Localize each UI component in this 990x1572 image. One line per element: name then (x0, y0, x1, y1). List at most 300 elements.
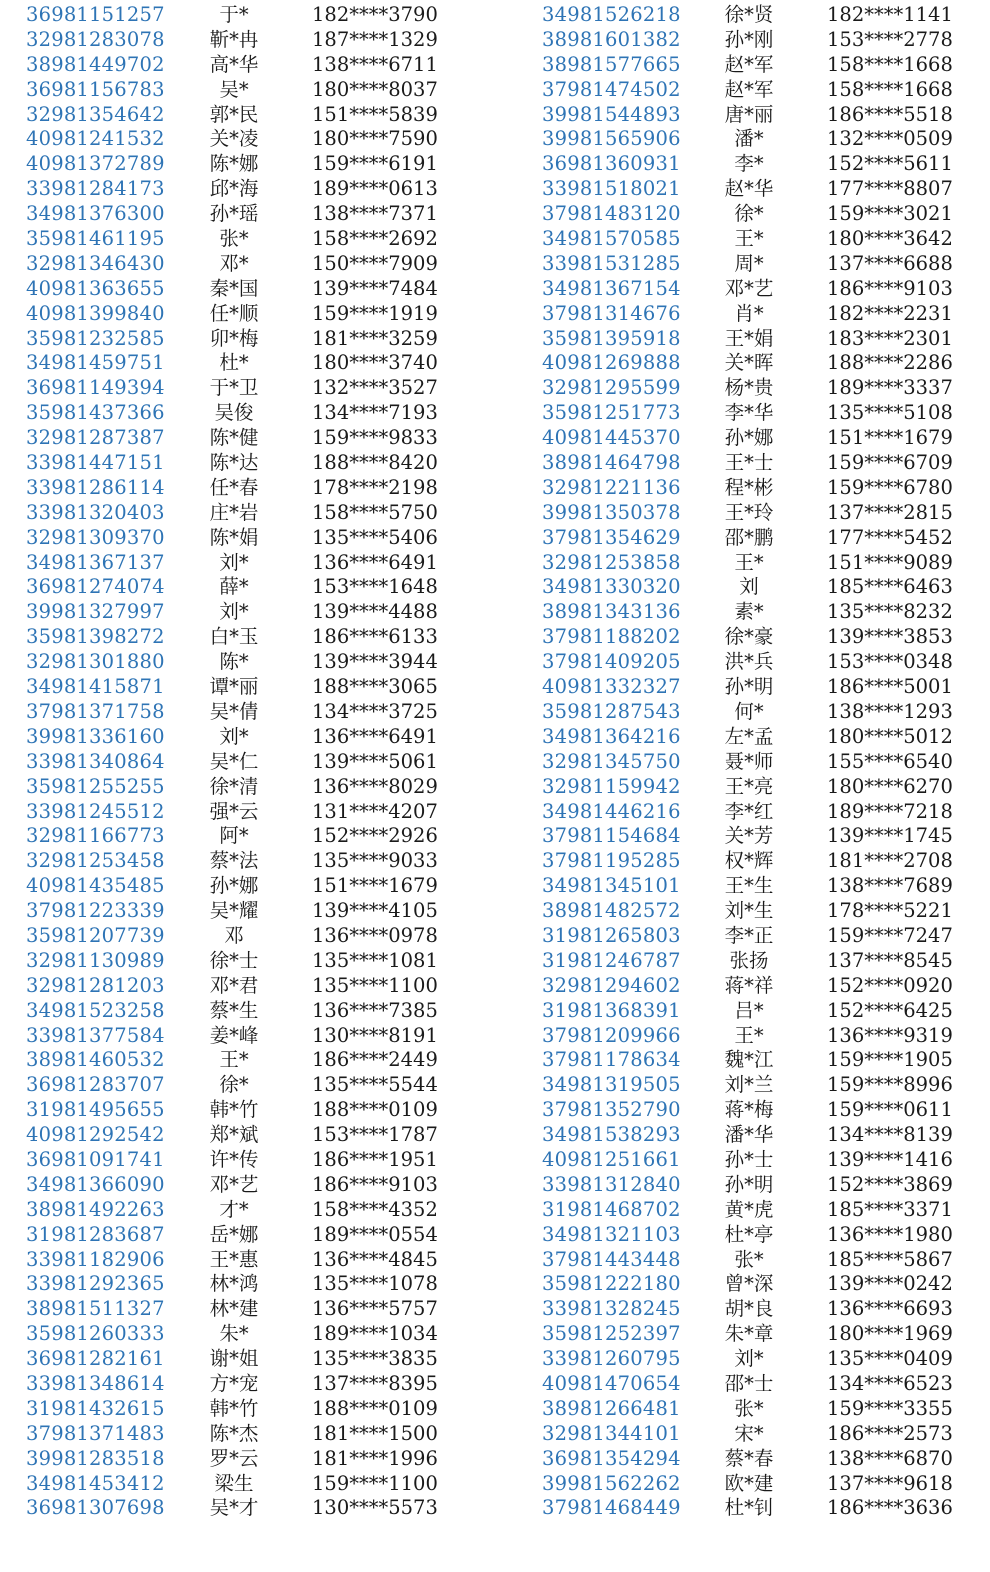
masked-phone: 139****1416 (827, 1147, 953, 1171)
masked-phone: 186****9103 (827, 276, 953, 300)
record-id: 40981372789 (26, 152, 165, 176)
record-id: 40981292542 (26, 1123, 165, 1147)
masked-phone: 159****3021 (827, 202, 953, 226)
record-id: 39981336160 (26, 724, 165, 748)
list-item (516, 327, 990, 352)
masked-phone: 136****9319 (827, 1023, 953, 1047)
masked-phone: 158****1668 (827, 52, 953, 76)
masked-phone: 159****8996 (827, 1073, 953, 1097)
masked-phone: 134****8139 (827, 1123, 953, 1147)
masked-name: 潘* (734, 127, 764, 151)
masked-phone: 183****2301 (827, 326, 953, 350)
record-id: 34981453412 (26, 1471, 165, 1495)
masked-phone: 181****2708 (827, 849, 953, 873)
list-item (0, 1397, 495, 1422)
list-item (516, 302, 990, 327)
masked-phone: 186****5001 (827, 675, 953, 699)
masked-phone: 185****5867 (827, 1247, 953, 1271)
masked-name: 杜* (219, 351, 249, 375)
masked-name: 蔡*法 (209, 849, 259, 873)
masked-name: 徐*清 (209, 774, 259, 798)
masked-name: 王*惠 (209, 1247, 259, 1271)
list-item (516, 351, 990, 376)
list-item (516, 476, 990, 501)
record-id: 32981287387 (26, 426, 165, 450)
masked-phone: 136****8029 (312, 774, 438, 798)
list-item (516, 1223, 990, 1248)
record-id: 34981446216 (542, 799, 681, 823)
record-id: 38981601382 (542, 27, 681, 51)
record-id: 40981445370 (542, 426, 681, 450)
list-item (0, 526, 495, 551)
masked-phone: 180****3740 (312, 351, 438, 375)
record-id: 32981301880 (26, 650, 165, 674)
list-item (0, 949, 495, 974)
list-item (0, 28, 495, 53)
masked-name: 宋* (734, 1421, 764, 1445)
masked-phone: 159****9833 (312, 426, 438, 450)
masked-name: 孙*士 (724, 1147, 774, 1171)
record-id: 31981283687 (26, 1222, 165, 1246)
masked-name: 欧*建 (724, 1471, 774, 1495)
masked-phone: 132****3527 (312, 376, 438, 400)
masked-phone: 152****6425 (827, 998, 953, 1022)
masked-name: 邓*艺 (724, 276, 774, 300)
record-id: 32981309370 (26, 525, 165, 549)
record-id: 37981354629 (542, 525, 681, 549)
record-id: 33981245512 (26, 799, 165, 823)
list-item (516, 1347, 990, 1372)
list-item (516, 501, 990, 526)
masked-phone: 151****5839 (312, 102, 438, 126)
record-id: 33981518021 (542, 177, 681, 201)
masked-phone: 135****0409 (827, 1347, 953, 1371)
record-id: 37981483120 (542, 202, 681, 226)
masked-name: 郭*民 (209, 102, 259, 126)
masked-phone: 186****6133 (312, 625, 438, 649)
masked-phone: 180****1969 (827, 1322, 953, 1346)
list-item (0, 277, 495, 302)
masked-phone: 188****0109 (312, 1098, 438, 1122)
masked-name: 关*凌 (209, 127, 259, 151)
masked-phone: 159****3355 (827, 1396, 953, 1420)
record-id: 34981570585 (542, 227, 681, 251)
masked-name: 曾*深 (724, 1272, 774, 1296)
record-id: 32981253858 (542, 550, 681, 574)
masked-phone: 139****1745 (827, 824, 953, 848)
masked-phone: 137****8545 (827, 948, 953, 972)
record-id: 38981577665 (542, 52, 681, 76)
record-id: 38981511327 (26, 1297, 165, 1321)
masked-name: 吴*仁 (209, 749, 259, 773)
masked-name: 邓*艺 (209, 1172, 259, 1196)
masked-name: 权*辉 (724, 849, 774, 873)
masked-phone: 186****1951 (312, 1147, 438, 1171)
list-item (516, 1297, 990, 1322)
masked-phone: 181****1500 (312, 1421, 438, 1445)
masked-phone: 136****4845 (312, 1247, 438, 1271)
list-item (0, 775, 495, 800)
record-id: 34981523258 (26, 998, 165, 1022)
masked-name: 孙*瑶 (209, 202, 259, 226)
masked-phone: 153****1787 (312, 1123, 438, 1147)
list-item (0, 1123, 495, 1148)
masked-phone: 135****3835 (312, 1347, 438, 1371)
record-id: 34981538293 (542, 1123, 681, 1147)
list-item (516, 1372, 990, 1397)
masked-name: 李*红 (724, 799, 774, 823)
masked-name: 薛* (219, 575, 249, 599)
masked-phone: 189****0554 (312, 1222, 438, 1246)
masked-name: 韩*竹 (209, 1098, 259, 1122)
list-item (516, 277, 990, 302)
masked-name: 张* (219, 227, 249, 251)
record-id: 39981283518 (26, 1446, 165, 1470)
record-id: 35981287543 (542, 699, 681, 723)
masked-name: 方*宠 (209, 1371, 259, 1395)
masked-phone: 180****3642 (827, 227, 953, 251)
record-id: 31981246787 (542, 948, 681, 972)
list-item (0, 1148, 495, 1173)
list-item (516, 103, 990, 128)
masked-name: 陈*达 (209, 451, 259, 475)
list-item (516, 401, 990, 426)
masked-name: 徐*贤 (724, 3, 774, 26)
masked-name: 何* (734, 699, 764, 723)
list-item (0, 127, 495, 152)
masked-name: 胡*良 (724, 1297, 774, 1321)
masked-phone: 139****5061 (312, 749, 438, 773)
record-id: 36981156783 (26, 77, 165, 101)
list-item (0, 625, 495, 650)
masked-name: 陈*娟 (209, 525, 259, 549)
masked-name: 张* (734, 1396, 764, 1420)
list-item (516, 899, 990, 924)
record-id: 35981395918 (542, 326, 681, 350)
masked-phone: 186****9103 (312, 1172, 438, 1196)
masked-phone: 137****8395 (312, 1371, 438, 1395)
record-id: 34981526218 (542, 3, 681, 26)
record-id: 37981371483 (26, 1421, 165, 1445)
list-item (0, 1098, 495, 1123)
masked-name: 阿* (219, 824, 249, 848)
list-item (516, 1447, 990, 1472)
masked-name: 陈*杰 (209, 1421, 259, 1445)
list-item (0, 1422, 495, 1447)
masked-name: 邓 (224, 923, 244, 947)
record-id: 35981222180 (542, 1272, 681, 1296)
masked-name: 靳*冉 (209, 27, 259, 51)
masked-name: 陈* (219, 650, 249, 674)
masked-name: 孙*明 (724, 675, 774, 699)
masked-name: 王* (734, 550, 764, 574)
list-item (0, 1347, 495, 1372)
masked-phone: 136****6491 (312, 550, 438, 574)
masked-phone: 155****6540 (827, 749, 953, 773)
masked-phone: 136****7385 (312, 998, 438, 1022)
masked-name: 邓* (219, 251, 249, 275)
record-id: 33981340864 (26, 749, 165, 773)
record-id: 32981281203 (26, 973, 165, 997)
masked-phone: 180****8037 (312, 77, 438, 101)
masked-name: 张* (734, 1247, 764, 1271)
masked-name: 赵*军 (724, 77, 774, 101)
list-item (0, 1173, 495, 1198)
list-item (516, 775, 990, 800)
masked-name: 蒋*祥 (724, 973, 774, 997)
masked-phone: 135****5544 (312, 1073, 438, 1097)
list-item (0, 327, 495, 352)
record-id: 35981251773 (542, 401, 681, 425)
record-id: 40981399840 (26, 301, 165, 325)
list-item (0, 675, 495, 700)
masked-name: 邵*士 (724, 1371, 774, 1395)
masked-name: 李*华 (724, 401, 774, 425)
masked-name: 孙*刚 (724, 27, 774, 51)
masked-name: 姜*峰 (209, 1023, 259, 1047)
list-item (516, 1123, 990, 1148)
masked-name: 蔡*生 (209, 998, 259, 1022)
list-item (516, 1496, 990, 1521)
record-id: 35981252397 (542, 1322, 681, 1346)
masked-name: 刘* (219, 724, 249, 748)
list-item (0, 177, 495, 202)
list-item (0, 575, 495, 600)
masked-name: 郑*斌 (209, 1123, 259, 1147)
masked-phone: 134****3725 (312, 699, 438, 723)
masked-phone: 159****1919 (312, 301, 438, 325)
masked-name: 唐*丽 (724, 102, 774, 126)
list-item (0, 600, 495, 625)
masked-name: 刘* (219, 550, 249, 574)
masked-phone: 181****1996 (312, 1446, 438, 1470)
list-item (516, 426, 990, 451)
list-item (0, 3, 495, 28)
record-id: 31981432615 (26, 1396, 165, 1420)
record-id: 34981367137 (26, 550, 165, 574)
masked-phone: 135****8232 (827, 600, 953, 624)
list-item (516, 28, 990, 53)
record-id: 33981377584 (26, 1023, 165, 1047)
masked-name: 李*正 (724, 923, 774, 947)
list-item (516, 1198, 990, 1223)
list-item (516, 1472, 990, 1497)
masked-name: 许*传 (209, 1147, 259, 1171)
record-id: 38981449702 (26, 52, 165, 76)
masked-phone: 188****2286 (827, 351, 953, 375)
list-item (516, 625, 990, 650)
masked-phone: 188****3065 (312, 675, 438, 699)
list-item (0, 53, 495, 78)
masked-name: 吴* (219, 77, 249, 101)
masked-name: 程*彬 (724, 475, 774, 499)
list-item (516, 152, 990, 177)
record-id: 39981565906 (542, 127, 681, 151)
masked-phone: 135****5108 (827, 401, 953, 425)
list-item (516, 227, 990, 252)
record-id: 40981363655 (26, 276, 165, 300)
list-item (516, 1322, 990, 1347)
right-column (516, 3, 990, 1521)
list-item (0, 874, 495, 899)
record-id: 34981345101 (542, 874, 681, 898)
masked-name: 孙*明 (724, 1172, 774, 1196)
list-item (0, 451, 495, 476)
record-id: 37981352790 (542, 1098, 681, 1122)
list-item (0, 899, 495, 924)
masked-phone: 189****3337 (827, 376, 953, 400)
masked-phone: 159****0611 (827, 1098, 953, 1122)
masked-name: 卯*梅 (209, 326, 259, 350)
masked-name: 吴*倩 (209, 699, 259, 723)
list-item (0, 401, 495, 426)
masked-name: 陈*娜 (209, 152, 259, 176)
masked-name: 谢*姐 (209, 1347, 259, 1371)
masked-name: 周* (734, 251, 764, 275)
record-id: 37981188202 (542, 625, 681, 649)
list-item (516, 252, 990, 277)
masked-name: 刘 (739, 575, 759, 599)
list-item (0, 1073, 495, 1098)
record-id: 39981544893 (542, 102, 681, 126)
list-item (516, 849, 990, 874)
record-id: 35981207739 (26, 923, 165, 947)
masked-name: 秦*国 (209, 276, 259, 300)
list-item (0, 1198, 495, 1223)
list-item (516, 1073, 990, 1098)
record-id: 37981409205 (542, 650, 681, 674)
masked-phone: 132****0509 (827, 127, 953, 151)
list-item (0, 700, 495, 725)
masked-phone: 139****0242 (827, 1272, 953, 1296)
record-id: 31981468702 (542, 1197, 681, 1221)
record-id: 34981366090 (26, 1172, 165, 1196)
record-id: 34981459751 (26, 351, 165, 375)
masked-phone: 153****2778 (827, 27, 953, 51)
record-id: 37981223339 (26, 899, 165, 923)
list-item (0, 376, 495, 401)
list-item (516, 451, 990, 476)
record-id: 32981294602 (542, 973, 681, 997)
masked-phone: 152****0920 (827, 973, 953, 997)
masked-phone: 189****1034 (312, 1322, 438, 1346)
list-item (516, 974, 990, 999)
record-id: 36981307698 (26, 1496, 165, 1520)
masked-phone: 186****5518 (827, 102, 953, 126)
masked-name: 徐* (734, 202, 764, 226)
masked-phone: 135****1081 (312, 948, 438, 972)
list-item (516, 526, 990, 551)
record-id: 36981354294 (542, 1446, 681, 1470)
masked-name: 徐*士 (209, 948, 259, 972)
record-id: 39981327997 (26, 600, 165, 624)
list-item (516, 127, 990, 152)
record-id: 36981283707 (26, 1073, 165, 1097)
masked-phone: 158****2692 (312, 227, 438, 251)
list-item (0, 1024, 495, 1049)
record-id: 34981321103 (542, 1222, 681, 1246)
masked-phone: 186****2449 (312, 1048, 438, 1072)
masked-phone: 180****7590 (312, 127, 438, 151)
masked-name: 洪*兵 (724, 650, 774, 674)
record-id: 37981195285 (542, 849, 681, 873)
list-item (0, 974, 495, 999)
masked-phone: 134****7193 (312, 401, 438, 425)
list-item (0, 551, 495, 576)
left-column (0, 3, 495, 1521)
masked-name: 王*娟 (724, 326, 774, 350)
list-item (0, 227, 495, 252)
masked-name: 吴*耀 (209, 899, 259, 923)
masked-name: 黄*虎 (724, 1197, 774, 1221)
masked-name: 王* (219, 1048, 249, 1072)
masked-phone: 186****3636 (827, 1496, 953, 1520)
masked-name: 林*建 (209, 1297, 259, 1321)
record-id: 32981346430 (26, 251, 165, 275)
record-id: 32981354642 (26, 102, 165, 126)
masked-name: 林*鸿 (209, 1272, 259, 1296)
record-id: 35981461195 (26, 227, 165, 251)
masked-name: 邓*君 (209, 973, 259, 997)
masked-phone: 151****1679 (312, 874, 438, 898)
record-id: 33981182906 (26, 1247, 165, 1271)
masked-phone: 159****1100 (312, 1471, 438, 1495)
masked-name: 邵*鹏 (724, 525, 774, 549)
list-item (516, 1098, 990, 1123)
masked-name: 蒋*梅 (724, 1098, 774, 1122)
masked-name: 罗*云 (209, 1446, 259, 1470)
list-item (516, 1397, 990, 1422)
masked-phone: 189****7218 (827, 799, 953, 823)
masked-phone: 139****3944 (312, 650, 438, 674)
list-item (516, 874, 990, 899)
record-id: 32981253458 (26, 849, 165, 873)
record-id: 38981482572 (542, 899, 681, 923)
list-item (0, 725, 495, 750)
masked-name: 于*卫 (209, 376, 259, 400)
masked-name: 陈*健 (209, 426, 259, 450)
list-item (0, 800, 495, 825)
masked-name: 潘*华 (724, 1123, 774, 1147)
masked-phone: 182****2231 (827, 301, 953, 325)
masked-phone: 139****4105 (312, 899, 438, 923)
record-id: 35981232585 (26, 326, 165, 350)
record-id: 31981265803 (542, 923, 681, 947)
record-id: 33981447151 (26, 451, 165, 475)
masked-phone: 153****0348 (827, 650, 953, 674)
list-item (516, 1048, 990, 1073)
masked-name: 邱*海 (209, 177, 259, 201)
masked-name: 刘*兰 (724, 1073, 774, 1097)
masked-phone: 159****6780 (827, 475, 953, 499)
masked-phone: 138****7689 (827, 874, 953, 898)
record-id: 35981437366 (26, 401, 165, 425)
record-id: 40981251661 (542, 1147, 681, 1171)
masked-name: 孙*娜 (209, 874, 259, 898)
record-id: 35981398272 (26, 625, 165, 649)
masked-phone: 151****9089 (827, 550, 953, 574)
record-id: 36981149394 (26, 376, 165, 400)
masked-phone: 185****3371 (827, 1197, 953, 1221)
masked-name: 高*华 (209, 52, 259, 76)
masked-phone: 178****5221 (827, 899, 953, 923)
record-id: 37981443448 (542, 1247, 681, 1271)
masked-phone: 136****6693 (827, 1297, 953, 1321)
masked-phone: 188****8420 (312, 451, 438, 475)
masked-name: 赵*军 (724, 52, 774, 76)
record-id: 33981260795 (542, 1347, 681, 1371)
list-item (0, 1048, 495, 1073)
